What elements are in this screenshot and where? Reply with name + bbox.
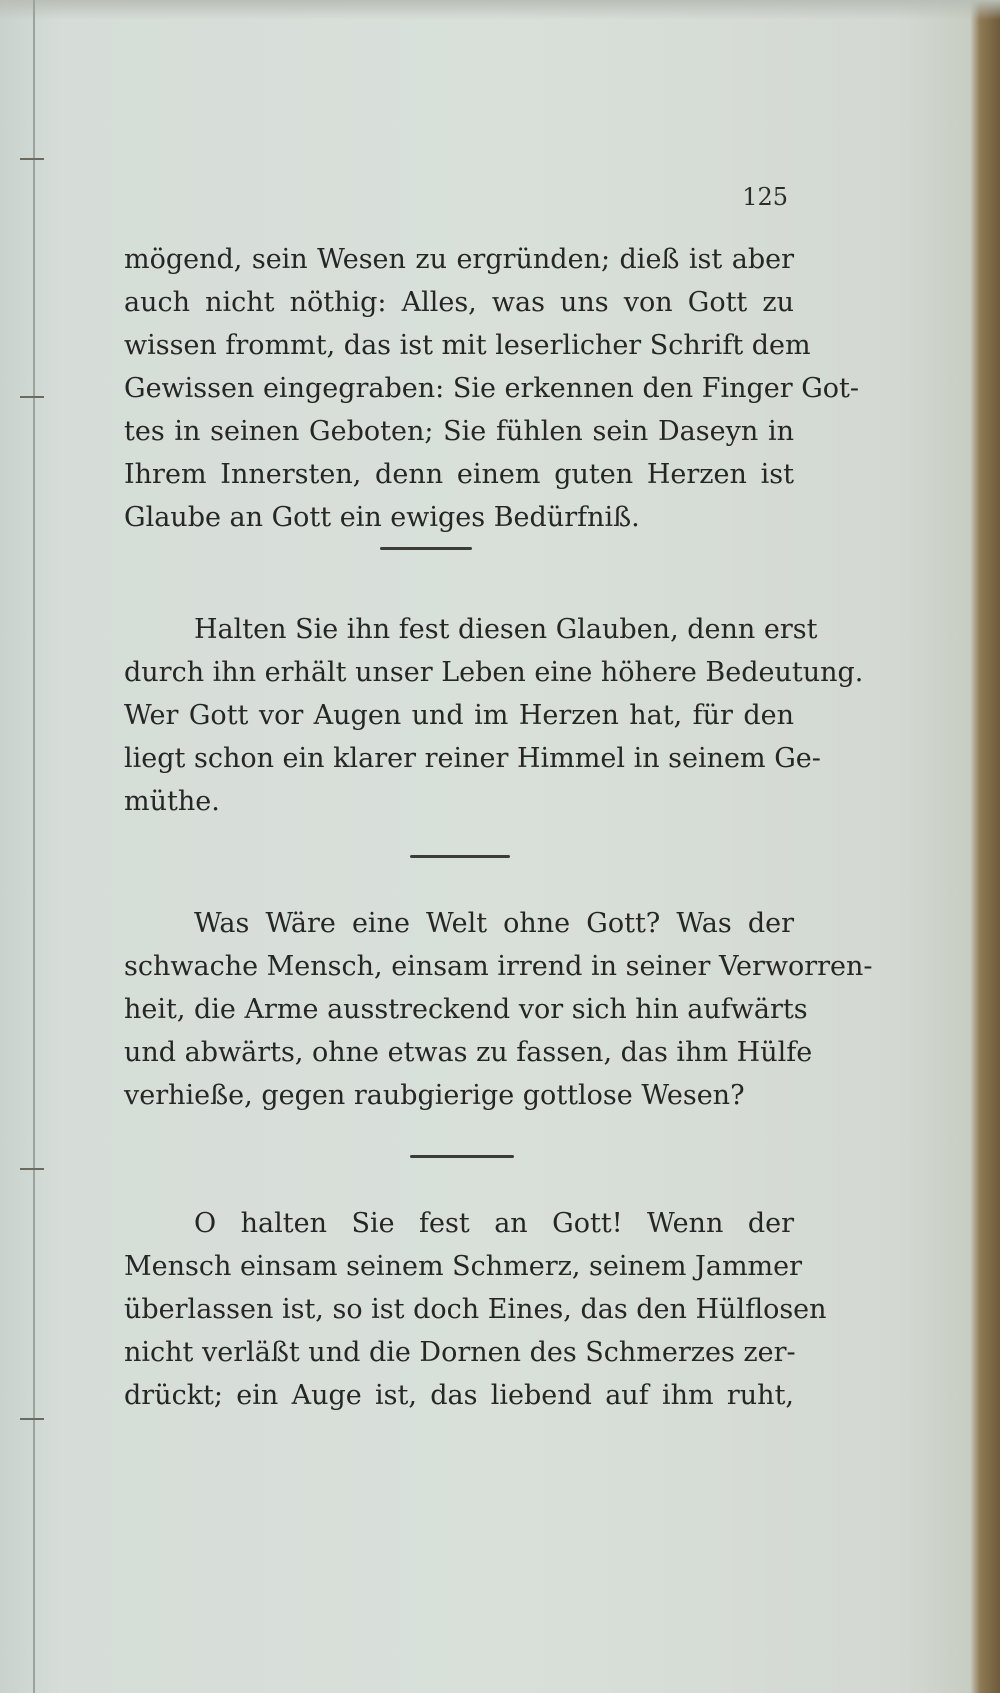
text-line: O halten Sie fest an Gott! Wenn der: [194, 1208, 794, 1239]
paragraph-1: [124, 238, 860, 539]
text-line: Wer Gott vor Augen und im Herzen hat, für den: [124, 700, 794, 731]
section-divider: [410, 1155, 514, 1158]
paragraph-4: [124, 1202, 827, 1417]
text-line: Was Wäre eine Welt ohne Gott? Was der: [194, 908, 794, 939]
text-line: schwache Mensch, einsam irrend in seiner Verworren-: [124, 951, 873, 982]
section-divider: [380, 547, 472, 550]
binding-rule: [33, 0, 35, 1693]
margin-mark: [20, 1418, 44, 1420]
section-divider: [410, 855, 510, 858]
margin-mark: [20, 396, 44, 398]
text-line: überlassen ist, so ist doch Eines, das den Hülflosen: [124, 1294, 827, 1325]
paragraph-3: [124, 902, 873, 1117]
text-line: und abwärts, ohne etwas zu fassen, das ihm Hülfe: [124, 1037, 813, 1068]
margin-mark: [20, 158, 44, 160]
text-line: tes in seinen Geboten; Sie fühlen sein Daseyn in: [124, 416, 794, 447]
paragraph-2: [124, 608, 864, 823]
text-line: müthe.: [124, 786, 220, 817]
text-line: Mensch einsam seinem Schmerz, seinem Jammer: [124, 1251, 803, 1282]
page-number: 125: [742, 183, 788, 211]
text-line: verhieße, gegen raubgierige gottlose Wesen?: [124, 1080, 745, 1111]
text-line: durch ihn erhält unser Leben eine höhere Bedeutung.: [124, 657, 864, 688]
text-line: Gewissen eingegraben: Sie erkennen den Finger Got-: [124, 373, 860, 404]
text-line: Ihrem Innersten, denn einem guten Herzen ist: [124, 459, 794, 490]
margin-mark: [20, 1168, 44, 1170]
text-line: auch nicht nöthig: Alles, was uns von Gott zu: [124, 287, 794, 318]
text-line: nicht verläßt und die Dornen des Schmerzes zer-: [124, 1337, 796, 1368]
page-top-edge: [0, 0, 1000, 20]
text-line: Glaube an Gott ein ewiges Bedürfniß.: [124, 502, 640, 533]
text-line: mögend, sein Wesen zu ergründen; dieß ist aber: [124, 244, 794, 275]
text-line: liegt schon ein klarer reiner Himmel in seinem Ge-: [124, 743, 821, 774]
text-line: heit, die Arme ausstreckend vor sich hin aufwärts: [124, 994, 808, 1025]
text-line: Halten Sie ihn fest diesen Glauben, denn erst: [194, 614, 818, 645]
text-line: drückt; ein Auge ist, das liebend auf ihm ruht,: [124, 1380, 794, 1411]
text-line: wissen frommt, das ist mit leserlicher Schrift dem: [124, 330, 811, 361]
